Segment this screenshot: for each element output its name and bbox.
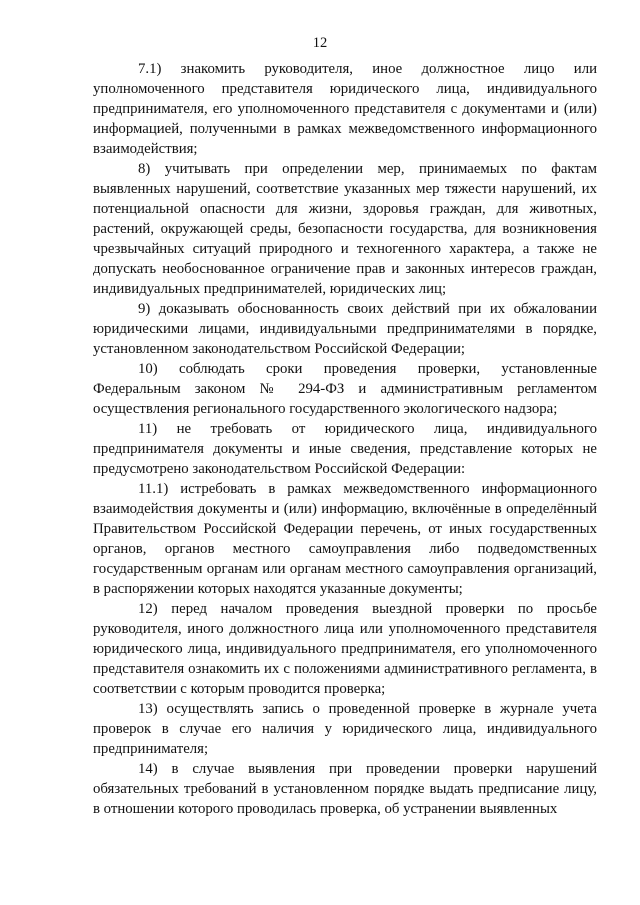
document-body xyxy=(93,59,597,819)
paragraph-12: 12) перед началом проведения выездной проверки по просьбе руководителя, иного должностного лица или уполномоченного представителя юридического лица, индивидуального предпринимателя, его уполномоченного представителя ознакомить их с положениями административного регламента, в соответствии с которым проводится проверка; xyxy=(93,601,597,697)
paragraph-11: 11) не требовать от юридического лица, индивидуального предпринимателя документы и иные сведения, представление которых не предусмотрено законодательством Российской Федерации: xyxy=(93,421,597,477)
paragraph-10: 10) соблюдать сроки проведения проверки, установленные Федеральным законом № 294-ФЗ и административным регламентом осуществления регионального государственного экологического надзора; xyxy=(93,361,597,417)
paragraph-11-1: 11.1) истребовать в рамках межведомственного информационного взаимодействия документы и (или) информацию, включённые в определённый Правительством Российской Федерации перечень, от иных государственных органов, органов местного самоуправления либо подведомственных государственным органам или органам местного самоуправления организаций, в распоряжении которых находятся указанные документы; xyxy=(93,481,597,597)
paragraph-13: 13) осуществлять запись о проведенной проверке в журнале учета проверок в случае его наличия у юридического лица, индивидуального предпринимателя; xyxy=(93,701,597,757)
paragraph-14: 14) в случае выявления при проведении проверки нарушений обязательных требований в установленном порядке выдать предписание лицу, в отношении которого проводилась проверка, об устранении выявленных xyxy=(93,761,597,817)
paragraph-7-1: 7.1) знакомить руководителя, иное должностное лицо или уполномоченного представителя юридического лица, индивидуального предпринимателя, его уполномоченного представителя с документами и (или) информацией, полученными в рамках межведомственного информационного взаимодействия; xyxy=(93,61,597,157)
paragraph-8: 8) учитывать при определении мер, принимаемых по фактам выявленных нарушений, соответствие указанных мер тяжести нарушений, их потенциальной опасности для жизни, здоровья граждан, для животных, растений, окружающей среды, безопасности государства, для возникновения чрезвычайных ситуаций природного и техногенного характера, а также не допускать необоснованное ограничение прав и законных интересов граждан, индивидуальных предпринимателей, юридических лиц; xyxy=(93,161,597,297)
page-number: 12 xyxy=(312,35,328,51)
paragraph-9: 9) доказывать обоснованность своих действий при их обжаловании юридическими лицами, индивидуальными предпринимателями в порядке, установленном законодательством Российской Федерации; xyxy=(93,301,597,357)
